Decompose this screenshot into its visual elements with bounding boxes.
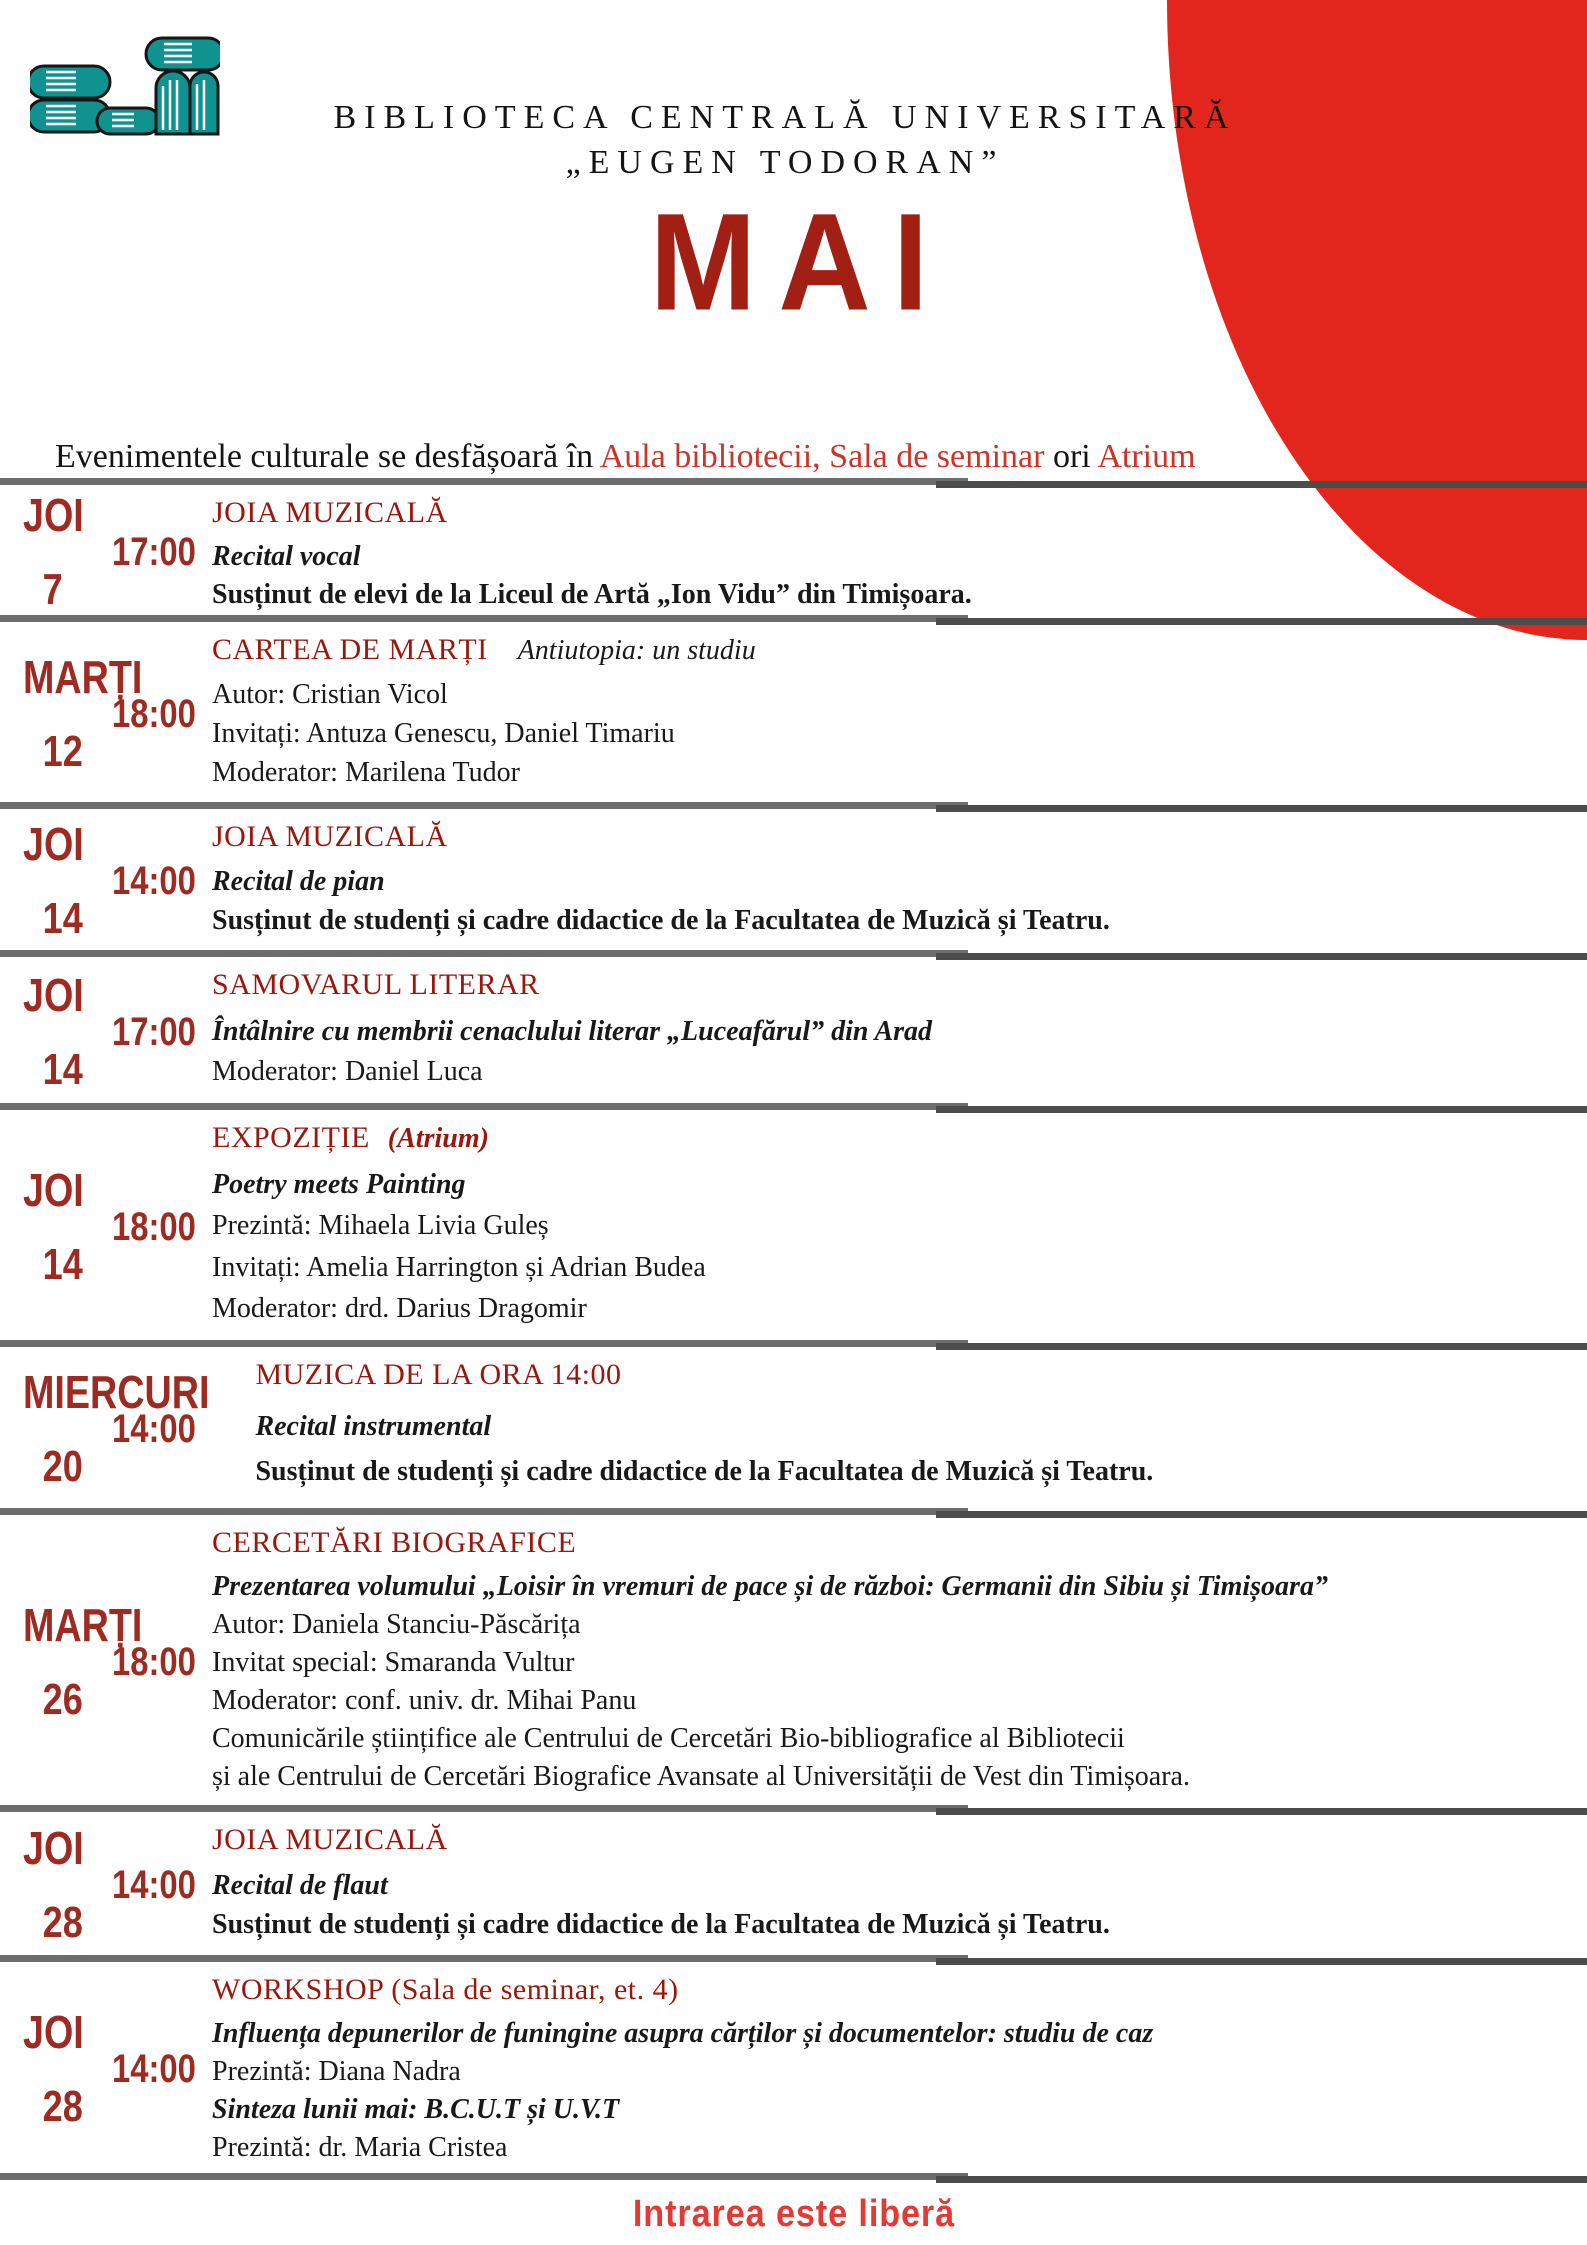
event-row (0, 1113, 1587, 1350)
separator (0, 615, 1587, 625)
event-title: JOIA MUZICALĂ (212, 496, 448, 529)
month-title: MAI (649, 185, 951, 340)
event-details (212, 1113, 1587, 1340)
event-details (212, 812, 1587, 950)
event-line: Susținut de elevi de la Liceul de Artă „Ion Vidu” din Timișoara. (212, 579, 972, 610)
event-lines (212, 538, 1573, 614)
event-day: MIERCURI (22, 1366, 210, 1418)
event-line: Poetry meets Painting (212, 1169, 466, 1201)
event-time: 14:00 (112, 859, 196, 903)
event-line: Comunicările științifice ale Centrului de Cercetări Bio-bibliografice al Bibliotecii (212, 1723, 1125, 1754)
event-when (0, 960, 212, 1103)
event-line: Invitați: Antuza Genescu, Daniel Timariu (212, 718, 675, 749)
subtitle-connector: ori (1044, 438, 1098, 475)
event-line: Sinteza lunii mai: B.C.U.T și U.V.T (212, 2094, 620, 2125)
event-title: JOIA MUZICALĂ (212, 1823, 448, 1856)
separator (0, 802, 1587, 812)
event-date: 14 (42, 1044, 83, 1094)
event-details (212, 1815, 1587, 1955)
library-name-line1: BIBLIOTECA CENTRALĂ UNIVERSITARĂ (333, 99, 1237, 136)
event-when (0, 488, 212, 615)
event-line: Susținut de studenți și cadre didactice de la Facultatea de Muzică și Teatru. (212, 1909, 1110, 1941)
event-line: Susținut de studenți și cadre didactice de la Facultatea de Muzică și Teatru. (255, 1456, 1154, 1488)
event-lines (212, 1163, 1573, 1331)
separator (0, 950, 1587, 960)
event-date: 14 (42, 894, 83, 943)
event-when (0, 1350, 255, 1508)
events-list (0, 488, 1587, 2183)
event-line: Recital de pian (212, 866, 385, 897)
event-row (0, 1965, 1587, 2183)
separator (0, 1955, 1587, 1965)
event-details (212, 625, 1587, 802)
event-date: 28 (42, 1898, 83, 1947)
event-date: 7 (42, 564, 63, 614)
event-title-suffix: (Atrium) (387, 1123, 489, 1154)
subtitle-venues: Aula bibliotecii, Sala de seminar (599, 438, 1045, 475)
event-title: JOIA MUZICALĂ (212, 820, 448, 853)
event-title: CERCETĂRI BIOGRAFICE (212, 1526, 577, 1559)
event-line: Influența depunerilor de funingine asupra cărților și documentelor: studiu de caz (212, 2018, 1154, 2049)
event-time: 18:00 (112, 691, 196, 736)
event-lines (212, 1865, 1573, 1946)
event-title-suffix: Antiutopia: un studiu (517, 635, 756, 666)
event-day: JOI (22, 818, 84, 870)
poster-header (0, 0, 1587, 478)
event-line: Autor: Daniela Stanciu-Păscărița (212, 1609, 581, 1640)
event-row (0, 812, 1587, 960)
event-when (0, 625, 212, 802)
event-when (0, 812, 212, 950)
event-row (0, 1518, 1587, 1815)
library-name (230, 96, 1340, 186)
event-day: MARȚI (22, 1598, 143, 1651)
event-day: JOI (22, 1822, 84, 1874)
event-title: MUZICA DE LA ORA 14:00 (255, 1358, 622, 1391)
event-time: 14:00 (112, 2047, 196, 2091)
event-date: 14 (42, 1239, 83, 1289)
event-line: Invitați: Amelia Harrington și Adrian Budea (212, 1251, 706, 1283)
event-row (0, 1350, 1587, 1518)
event-title: CARTEA DE MARȚI (212, 633, 488, 666)
event-lines (212, 862, 1573, 941)
event-day: JOI (22, 968, 84, 1021)
event-day: JOI (22, 2006, 84, 2058)
event-line: Prezintă: Diana Nadra (212, 2056, 461, 2087)
event-line: Recital instrumental (255, 1410, 492, 1442)
event-day: JOI (22, 488, 84, 541)
event-line: Întâlnire cu membrii cenaclului literar „Luceafărul” din Arad (212, 1015, 933, 1047)
event-time: 18:00 (112, 1639, 196, 1684)
separator (0, 2173, 1587, 2183)
event-lines (212, 675, 1573, 793)
separator (0, 1508, 1587, 1518)
event-lines (212, 2015, 1573, 2167)
event-row (0, 1815, 1587, 1965)
event-line: Prezentarea volumului „Loisir în vremuri de pace și de război: Germanii din Sibiu și Timișoara” (212, 1571, 1328, 1602)
event-date: 20 (42, 1442, 83, 1491)
event-when (0, 1815, 212, 1955)
event-lines (255, 1400, 1573, 1499)
event-line: Moderator: conf. univ. dr. Mihai Panu (212, 1685, 637, 1716)
bcut-logo (30, 28, 220, 146)
event-when (0, 1113, 212, 1340)
event-row (0, 625, 1587, 812)
event-details (212, 1965, 1587, 2173)
event-line: Prezintă: Mihaela Livia Guleș (212, 1210, 549, 1242)
library-name-line2: „EUGEN TODORAN” (565, 143, 1005, 181)
event-title: SAMOVARUL LITERAR (212, 968, 540, 1001)
event-time: 18:00 (112, 1204, 196, 1249)
event-line: Autor: Cristian Vicol (212, 679, 448, 710)
event-time: 14:00 (112, 1407, 196, 1451)
event-day: JOI (22, 1163, 84, 1216)
event-day: MARȚI (22, 650, 143, 703)
event-when (0, 1518, 212, 1805)
event-line: Susținut de studenți și cadre didactice de la Facultatea de Muzică și Teatru. (212, 905, 1110, 936)
subtitle-atrium: Atrium (1097, 438, 1196, 475)
event-date: 12 (42, 726, 83, 776)
event-line: Recital vocal (212, 541, 361, 572)
event-line: Recital de flaut (212, 1869, 388, 1901)
event-lines (212, 1010, 1573, 1094)
separator (0, 478, 1587, 488)
separator (0, 1340, 1587, 1350)
event-details (255, 1350, 1587, 1508)
event-time: 14:00 (112, 1863, 196, 1907)
event-line: Moderator: Marilena Tudor (212, 757, 520, 788)
event-details (212, 960, 1587, 1103)
event-title: WORKSHOP (Sala de seminar, et. 4) (212, 1973, 679, 2006)
footer-note: Intrarea este liberă (632, 2192, 955, 2235)
events-location-subtitle (55, 438, 1196, 476)
event-line: Moderator: drd. Darius Dragomir (212, 1292, 587, 1324)
separator (0, 1805, 1587, 1815)
event-line: Prezintă: dr. Maria Cristea (212, 2132, 508, 2163)
event-lines (212, 1568, 1573, 1796)
event-date: 26 (42, 1674, 83, 1724)
separator (0, 1103, 1587, 1113)
event-line: Moderator: Daniel Luca (212, 1056, 483, 1088)
event-time: 17:00 (112, 529, 196, 574)
event-row (0, 960, 1587, 1113)
event-date: 28 (42, 2082, 83, 2131)
event-line: Invitat special: Smaranda Vultur (212, 1647, 575, 1678)
subtitle-prefix: Evenimentele culturale se desfășoară în (55, 438, 600, 475)
event-time: 17:00 (112, 1009, 196, 1054)
event-line: și ale Centrului de Cercetări Biografice Avansate al Universității de Vest din Timișoara. (212, 1761, 1190, 1792)
poster-footer (0, 2183, 1587, 2245)
event-when (0, 1965, 212, 2173)
event-details (212, 1518, 1587, 1805)
event-title: EXPOZIȚIE (212, 1121, 370, 1154)
